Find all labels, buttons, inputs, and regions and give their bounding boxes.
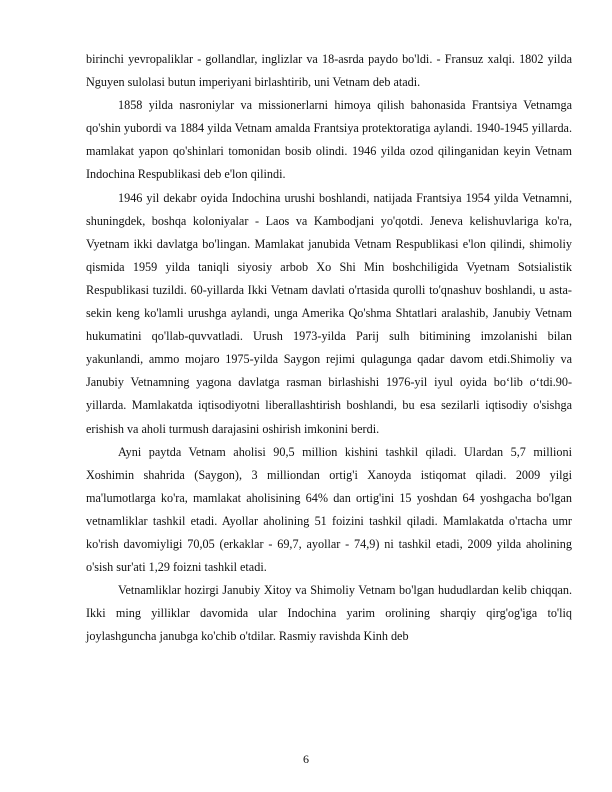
paragraph-continuation: birinchi yevropaliklar - gollandlar, inglizlar va 18-asrda paydo bo'ldi. - Fransuz xalqi. 1802 yilda Nguyen sulolasi butun imperiyani birlashtirib, uni Vetnam deb atadi. (86, 52, 572, 90)
paragraph-population: Ayni paytda Vetnam aholisi 90,5 million kishini tashkil qiladi. Ulardan 5,7 millioni Xoshimin shahrida (Saygon), 3 milliondan ortig'i Xanoyda istiqomat qiladi. 2009 yilgi ma'lumotlarga ko'ra, mamlakat aholisining 64% dan ortig'ini 15 yoshdan 64 yoshgacha bo'lgan vetnamliklar tashkil etadi. Ayollar aholining 51 foizini tashkil qiladi. Mamlakatda o'rtacha umr ko'rish davomiyligi 70,05 (erkaklar - 69,7, ayollar - 74,9) ni tashkil etadi, 2009 yilda aholining o'sish sur'ati 1,29 foizni tashkil etadi. (86, 444, 572, 575)
paragraph-vietnamese-origins: Vetnamliklar hozirgi Janubiy Xitoy va Shimoliy Vetnam bo'lgan hududlardan kelib chiqqan. Ikki ming yilliklar davomida ular Indochina yarim orolining sharqiy qirg'og'iga to'liq joylashguncha janubga ko'chib o'tdilar. Rasmiy ravishda Kinh deb (86, 583, 572, 644)
paragraph-indochina-war: 1946 yil dekabr oyida Indochina urushi boshlandi, natijada Frantsiya 1954 yilda Vetnamni, shuningdek, boshqa koloniyalar - Laos va Kambodjani yo'qotdi. Jeneva kelishuvlariga ko'ra, Vyetnam ikki davlatga bo'lingan. Mamlakat janubida Vetnam Respublikasi e'lon qilindi, shimoliy qismida 1959 yilda taniqli siyosiy arbob Xo Shi Min boshchiligida Vyetnam Sotsialistik Respublikasi tuzildi. 60-yillarda Ikki Vetnam davlati o'rtasida qurolli to'qnashuv boshlandi, u asta-sekin keng ko'lamli urushga aylandi, unga Amerika Qo'shma Shtatlari aralashib, Janubiy Vetnam hukumatini qo'llab-quvvatladi. Urush 1973-yilda Parij sulh bitimining imzolanishi bilan yakunlandi, ammo mojaro 1975-yilda Saygon rejimi qulagunga qadar davom etdi.Shimoliy va Janubiy Vetnamning yagona davlatga rasman birlashishi 1976-yil iyul oyida bo‘lib o‘tdi.90-yillarda. Mamlakatda iqtisodiyotni liberallashtirish boshlandi, bu esa sezilarli iqtisodiy o'sishga erishish va aholi turmush darajasini oshirish imkonini berdi. (86, 190, 572, 436)
paragraph-french-colonization: 1858 yilda nasroniylar va missionerlarni himoya qilish bahonasida Frantsiya Vetnamga qo'shin yubordi va 1884 yilda Vetnam amalda Frantsiya protektoratiga aylandi. 1940-1945 yillarda. mamlakat yapon qo'shinlari tomonidan bosib olindi. 1946 yilda ozod qilinganidan keyin Vetnam Indochina Respublikasi deb e'lon qilindi. (86, 98, 572, 182)
page-number: 6 (303, 752, 309, 766)
document-page (86, 48, 572, 648)
